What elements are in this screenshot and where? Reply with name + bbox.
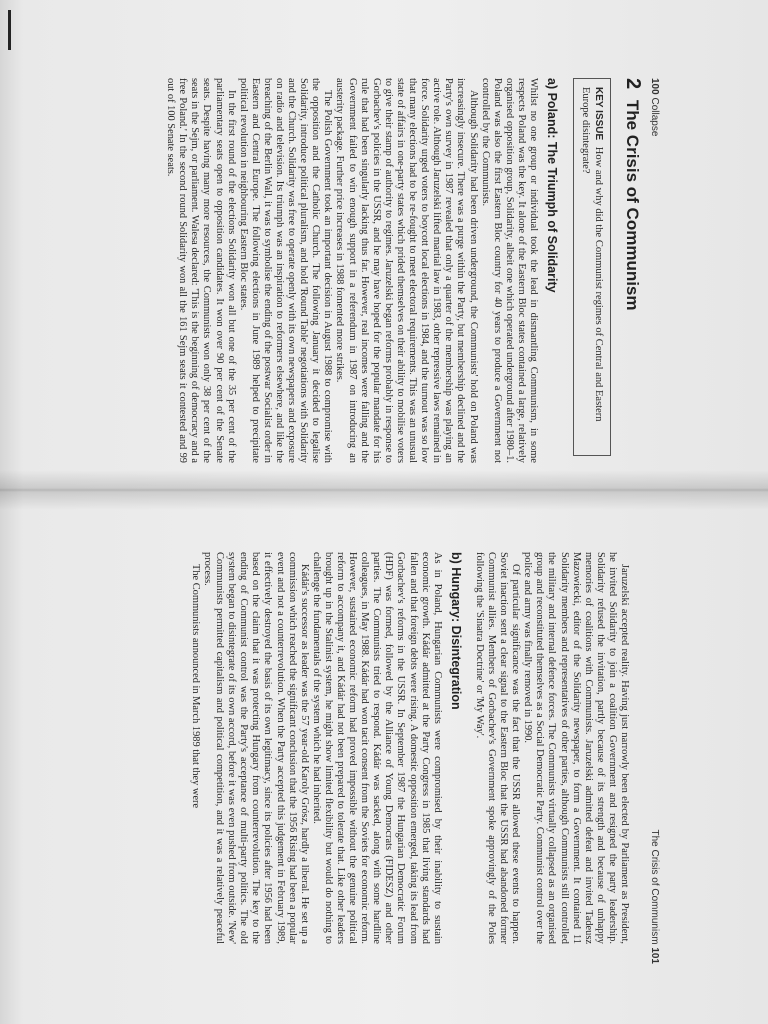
left-running-head-text: Collapse bbox=[649, 97, 660, 137]
key-issue-label: KEY ISSUE bbox=[593, 87, 604, 141]
paragraph: Jaruzelski accepted reality. Having just narrowly been elected by Parliament as President, he invited Solidarity to join a coalition Government and resigned the party leadership. Solidarity refused the invitation, partly because of its strength and because of unhappy memories of coalitions with Communists. Jaruzelski admitted defeat and invited Tadeusz Mazowiecki, editor of the Solidarity newspaper, to form a Government. It contained 11 Solidarity members and representatives of other parties, although Communists still controlled the military and internal defence forces. The Communists virtually collapsed as an organised group and reconstituted themselves as a Social Democratic Party. Communist control over the police and army was finally removed in 1990. bbox=[522, 552, 630, 944]
paragraph: Kádár's successor as leader was the 57 year-old Karoly Grósz, hardly a liberal. He set up a commission which reached the significant conclusion that the 1956 Rising had been a popular event and not a counterrevolution. When the Party accepted this judgement in February 1989, it effectively destroyed the basis of its own legitimacy, since its policies after 1956 had been based on the claim that it was protecting Hungary from counterrevolution. The key to the ending of Communist control was the Party's acceptance of multi-party politics. The old system began to disintegrate of its own accord, before it was even pushed from outside. 'New' Communists permitted capitalism and political competition, and it was a relatively peaceful process. bbox=[202, 552, 310, 944]
paragraph: The Communists announced in March 1989 that they were bbox=[189, 564, 201, 809]
right-page bbox=[0, 512, 768, 1024]
section-heading-hungary: b) Hungary: Disintegration bbox=[448, 552, 463, 710]
paragraph: The Polish Government took an important decision in August 1988 to compromise with the opposition and the Catholic Church. The following January it decided to legalise Solidarity, introduce political pluralism, and hold 'Round Table' negotiations with Solidarity and the Church. Solidarity was free to operate openly with its own newspapers and exposure on radio and television. Its triumph was an inspiration to reformers elsewhere, and like the breaching of the Berlin Wall, it was to symbolise the ending of the postwar Socialist order in Eastern and Central Europe. The following elections in June 1989 helped to precipitate political revolution in neighbouring Eastern Bloc states. bbox=[237, 78, 334, 463]
chapter-number: 2 bbox=[622, 78, 644, 90]
left-running-head bbox=[649, 78, 660, 136]
key-issue-text: How and why did the Communist regimes of Central and Eastern Europe disintegrate? bbox=[580, 87, 604, 422]
paragraph: Of particular significance was the fact that the USSR allowed these events to happen. Soviet inaction sent a clear signal to the Eastern Bloc that the USSR had abandoned former Communist allies. Members of Gorbachev's Government spoke approvingly of the Poles following the 'Sinatra Doctrine' or 'My Way'. bbox=[473, 552, 522, 944]
paragraph: Whilst no one group or individual took the lead in dismantling Communism, in some respects Poland was the key. It alone of the Eastern Bloc states contained a large, relatively organised opposition group, Solidarity, albeit one which operated underground after 1980–1. Poland was also the first Eastern Bloc country for 40 years to produce a Government not controlled by the Communists. bbox=[479, 78, 539, 463]
chapter-heading bbox=[621, 78, 644, 463]
chapter-title: The Crisis of Communism bbox=[623, 99, 642, 311]
paragraph: In the first round of the elections Solidarity won all but one of the 35 per cent of the parliamentary seats open to opposition candidates. It won over 90 per cent of the Senate seats. Despite having many more resources, the Communists won only 38 per cent of the seats in the Sejm, or parliament. Walesa declared: 'This is the beginning of democracy and a free Poland.' In the second round Solidarity won all the 161 Sejm seats it contested and 99 out of 100 Senate seats. bbox=[165, 78, 237, 463]
left-text-column bbox=[164, 78, 644, 463]
section-heading-poland: a) Poland: The Triumph of Solidarity bbox=[545, 78, 559, 293]
right-text-column bbox=[189, 552, 630, 944]
paragraph: As in Poland, Hungarian Communists were compromised by their inability to sustain economic growth. Kádár admitted at the Party Congress in 1985 that living standards had fallen and that foreign debts were rising. A domestic opposition emerged, taking its lead from Gorbachev's reforms in the USSR. In September 1987 the Hungarian Democratic Forum (HDF) was formed, followed by the Alliance of Young Democrats (FIDESZ) and other parties. The Communists tried to respond. Kádár was sacked, along with some hardline colleagues, in May 1988. Kádár had won tacit consent from the Soviets for economic reform. However, sustained economic reform had proved impossible without the genuine political reform to accompany it, and Kádár had not been prepared to tolerate that. Like other leaders brought up in the Stalinist system, he might show limited flexibility but would do nothing to challenge the fundamentals of the system which he had inherited. bbox=[310, 552, 443, 944]
left-page-number: 100 bbox=[649, 78, 660, 95]
right-running-head bbox=[649, 830, 660, 965]
key-issue-box bbox=[573, 78, 611, 456]
right-page-number: 101 bbox=[649, 947, 660, 964]
paragraph: Although Solidarity had been driven underground, the Communists' hold on Poland was increasingly insecure. There was a purge within the Party, but membership declined and the Party's own survey in 1987 revealed that only a quarter of the membership was playing an active role. Although Jaruzelski lifted martial law in 1983, other repressive laws remained in force. Solidarity urged voters to boycott local elections in 1984, and the turnout was so low that many elections had to be re-fought to meet electoral requirements. This was an unusual state of affairs in one-party states which prided themselves on their ability to mobilise voters to give their stamp of authority to regimes. Jaruzelski began reforms probably in response to Gorbachev's policies in the USSR, and he may have hoped for the popular mandate for his rule that had been singularly lacking thus far. However, real incomes were falling and the Government failed to win enough support in a referendum in 1987 on introducing an austerity package. Further price increases in 1988 fomented more strikes. bbox=[334, 78, 479, 463]
right-running-head-text: The Crisis of Communism bbox=[649, 829, 660, 945]
